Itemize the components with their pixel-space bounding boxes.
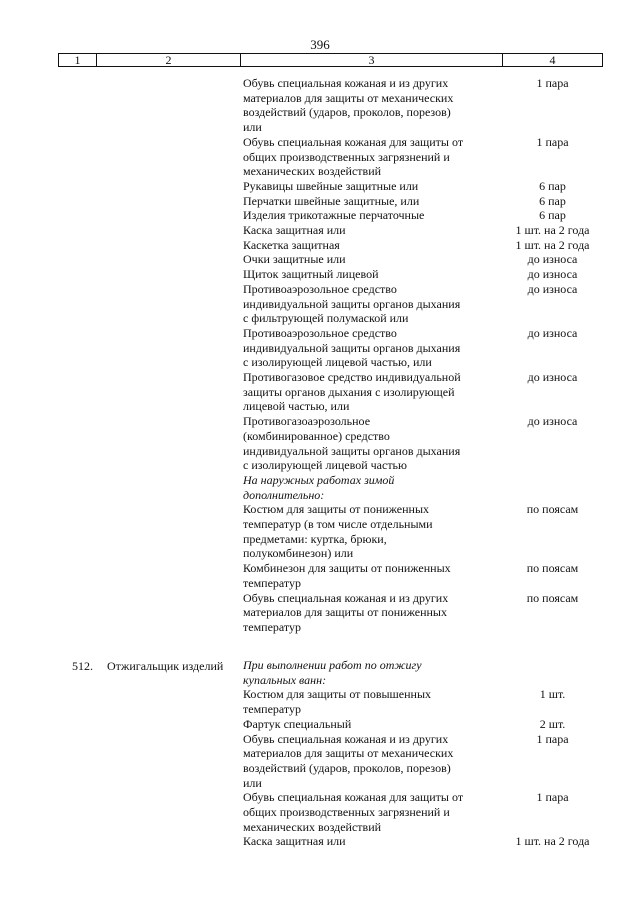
item-name bbox=[243, 326, 505, 370]
item-line: Рукавицы швейные защитные или bbox=[243, 178, 419, 193]
item-line: с фильтрующей полумаской или bbox=[243, 311, 409, 326]
item-line: с изолирующей лицевой частью bbox=[243, 458, 407, 473]
item-quantity: по поясам bbox=[526, 590, 579, 605]
item-line: Костюм для защиты от повышенных bbox=[243, 687, 432, 702]
item-name bbox=[243, 561, 505, 590]
section-number: 512. bbox=[72, 659, 93, 673]
table-row bbox=[0, 194, 640, 209]
item-name bbox=[243, 282, 505, 326]
item-line: механических воздействий bbox=[243, 819, 382, 834]
item-quantity: 6 пар bbox=[539, 193, 566, 208]
item-line: купальных ванн: bbox=[243, 672, 327, 687]
item-line: дополнительно: bbox=[243, 487, 325, 502]
table-row bbox=[0, 502, 640, 561]
item-name bbox=[243, 790, 505, 834]
item-name bbox=[243, 76, 505, 135]
item-quantity: 6 пар bbox=[539, 208, 566, 223]
item-line: температур bbox=[243, 575, 302, 590]
item-line: При выполнении работ по отжигу bbox=[243, 658, 422, 672]
item-quantity: 1 шт. на 2 года bbox=[515, 223, 590, 237]
item-line: Фартук специальный bbox=[243, 716, 352, 731]
item-line: Обувь специальная кожаная и из других bbox=[243, 76, 449, 90]
item-quantity: до износа bbox=[527, 252, 578, 267]
table-row bbox=[0, 252, 640, 267]
item-name bbox=[243, 135, 505, 179]
item-quantity: до износа bbox=[527, 281, 578, 296]
item-line: полукомбинезон) или bbox=[243, 546, 354, 561]
item-quantity: до износа bbox=[527, 370, 578, 384]
profession-name: Отжигальщик изделий bbox=[107, 659, 224, 673]
table-row bbox=[0, 473, 640, 502]
table-row bbox=[0, 179, 640, 194]
header-col-4: 4 bbox=[549, 53, 556, 67]
item-quantity: 1 шт. на 2 года bbox=[515, 834, 590, 849]
item-line: воздействий (ударов, проколов, порезов) bbox=[243, 760, 451, 775]
item-name bbox=[243, 717, 505, 732]
item-line: Обувь специальная кожаная и из других bbox=[243, 731, 449, 746]
item-line: (комбинированное) средство bbox=[243, 428, 390, 443]
item-quantity: 1 пара bbox=[536, 790, 569, 805]
table-row bbox=[0, 717, 640, 732]
item-line: материалов для защиты от пониженных bbox=[243, 605, 447, 620]
item-name bbox=[243, 194, 505, 209]
item-quantity: по поясам bbox=[526, 502, 579, 517]
item-quantity: 1 шт. на 2 года bbox=[515, 237, 590, 252]
table-row bbox=[0, 326, 640, 370]
item-line: Противоаэрозольное средство bbox=[243, 281, 397, 296]
item-name bbox=[243, 414, 505, 473]
item-line: индивидуальной защиты органов дыхания bbox=[243, 340, 461, 355]
item-line: или bbox=[243, 775, 262, 790]
table-row bbox=[0, 223, 640, 238]
item-line: Противогазоаэрозольное bbox=[243, 414, 371, 429]
item-name bbox=[243, 591, 505, 635]
item-line: индивидуальной защиты органов дыхания bbox=[243, 443, 461, 458]
item-line: температур (в том числе отдельными bbox=[243, 517, 433, 531]
item-line: общих производственных загрязнений и bbox=[243, 805, 450, 819]
item-name bbox=[243, 238, 505, 253]
item-name bbox=[243, 252, 505, 267]
item-name bbox=[243, 179, 505, 194]
item-quantity: 1 пара bbox=[536, 731, 569, 746]
item-line: Противоаэрозольное средство bbox=[243, 325, 397, 340]
item-line: Щиток защитный лицевой bbox=[243, 267, 379, 282]
item-line: предметами: куртка, брюки, bbox=[243, 531, 387, 546]
item-line: Костюм для защиты от пониженных bbox=[243, 502, 430, 517]
page-number: 396 bbox=[310, 37, 330, 52]
table-row bbox=[0, 282, 640, 326]
item-line: общих производственных загрязнений и bbox=[243, 149, 450, 164]
item-quantity: до износа bbox=[527, 325, 578, 340]
table-row bbox=[0, 790, 640, 834]
table-row bbox=[0, 834, 640, 849]
table-row bbox=[0, 732, 640, 791]
condition-heading bbox=[243, 658, 505, 687]
item-line: Очки защитные или bbox=[243, 252, 346, 267]
item-line: Перчатки швейные защитные, или bbox=[243, 193, 420, 208]
table-row bbox=[0, 267, 640, 282]
item-line: Каскетка защитная bbox=[243, 237, 340, 252]
item-quantity: до износа bbox=[527, 267, 578, 282]
item-line: индивидуальной защиты органов дыхания bbox=[243, 296, 461, 311]
item-name bbox=[243, 208, 505, 223]
item-line: На наружных работах зимой bbox=[243, 472, 395, 487]
item-line: с изолирующей лицевой частью, или bbox=[243, 355, 432, 370]
condition-heading bbox=[243, 473, 505, 502]
item-name bbox=[243, 370, 505, 414]
table-row bbox=[0, 370, 640, 414]
item-name bbox=[243, 267, 505, 282]
table-row bbox=[0, 414, 640, 473]
table-header bbox=[58, 53, 603, 67]
item-line: защиты органов дыхания с изолирующей bbox=[243, 384, 455, 399]
item-quantity: до износа bbox=[527, 414, 578, 429]
table-row bbox=[0, 658, 640, 687]
item-line: механических воздействий bbox=[243, 164, 382, 179]
table-row bbox=[0, 687, 640, 716]
item-line: Каска защитная или bbox=[243, 223, 346, 237]
item-name bbox=[243, 223, 505, 238]
item-line: температур bbox=[243, 702, 302, 717]
item-line: материалов для защиты от механических bbox=[243, 90, 454, 105]
item-line: Обувь специальная кожаная для защиты от bbox=[243, 134, 464, 149]
item-quantity: по поясам bbox=[526, 561, 579, 576]
table-row bbox=[0, 238, 640, 253]
table-row bbox=[0, 76, 640, 135]
item-name bbox=[243, 732, 505, 791]
item-name bbox=[243, 502, 505, 561]
item-line: Комбинезон для защиты от пониженных bbox=[243, 561, 451, 576]
table-row bbox=[0, 591, 640, 635]
item-line: Каска защитная или bbox=[243, 834, 346, 849]
header-col-1: 1 bbox=[59, 54, 97, 66]
item-quantity: 2 шт. bbox=[539, 716, 566, 731]
table-row bbox=[0, 208, 640, 223]
item-quantity: 6 пар bbox=[539, 178, 566, 193]
item-line: температур bbox=[243, 619, 302, 634]
header-col-3: 3 bbox=[241, 54, 503, 66]
item-line: Обувь специальная кожаная для защиты от bbox=[243, 790, 464, 805]
item-name bbox=[243, 687, 505, 716]
item-line: Изделия трикотажные перчаточные bbox=[243, 208, 425, 223]
item-line: лицевой частью, или bbox=[243, 399, 350, 414]
item-quantity: 1 шт. bbox=[539, 687, 566, 702]
item-line: или bbox=[243, 120, 262, 135]
item-name bbox=[243, 834, 505, 849]
table-row bbox=[0, 561, 640, 590]
item-line: Противогазовое средство индивидуальной bbox=[243, 370, 461, 384]
item-quantity: 1 пара bbox=[536, 134, 569, 149]
table-row bbox=[0, 135, 640, 179]
item-line: материалов для защиты от механических bbox=[243, 746, 454, 761]
item-line: Обувь специальная кожаная и из других bbox=[243, 590, 449, 605]
item-quantity: 1 пара bbox=[536, 76, 569, 90]
item-line: воздействий (ударов, проколов, порезов) bbox=[243, 105, 451, 120]
header-col-2: 2 bbox=[97, 54, 241, 66]
